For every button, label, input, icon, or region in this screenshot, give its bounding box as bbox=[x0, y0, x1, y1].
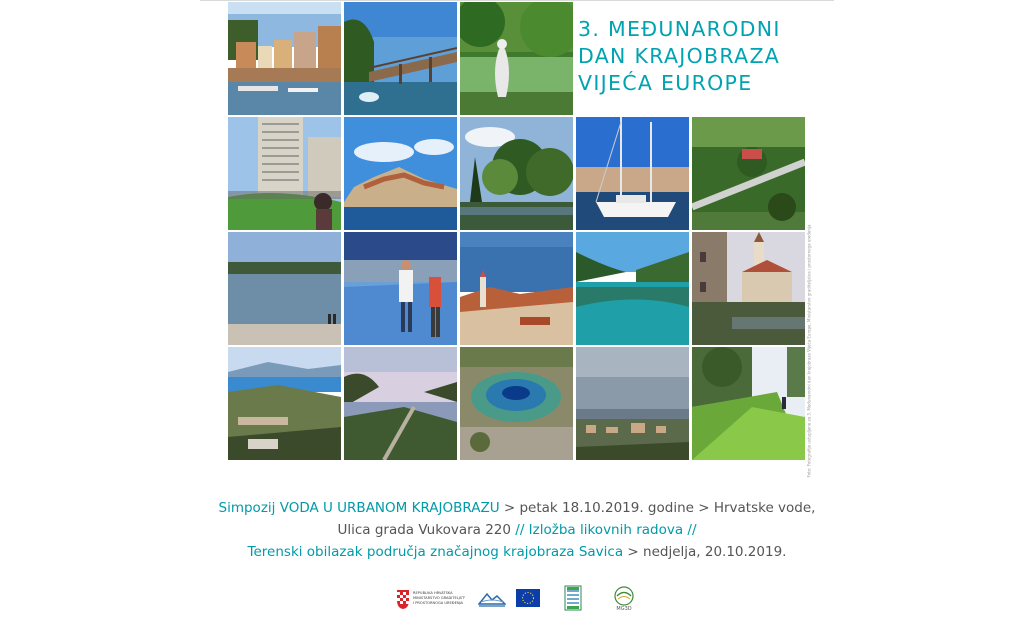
event-info-line-1 bbox=[200, 497, 834, 519]
photo-high-rise-park bbox=[228, 117, 341, 230]
symposium-address: Ulica grada Vukovara 220 bbox=[337, 522, 516, 538]
photo-sailboat-harbour bbox=[576, 117, 689, 230]
field-trip-date: > nedjelja, 20.10.2019. bbox=[623, 544, 787, 560]
photo-old-town-on-hill bbox=[344, 117, 457, 230]
sponsor-logos bbox=[390, 585, 650, 615]
photo-riverbank-sunset bbox=[344, 347, 457, 460]
symposium-title: Simpozij VODA U URBANOM KRAJOBRAZU bbox=[218, 500, 500, 516]
round-logo-icon bbox=[611, 586, 637, 612]
event-info-line-2 bbox=[200, 519, 834, 541]
photo-credit-text: Foto: Fotografije ustupljene za 3. Međunarodni dan krajobraza Vijeća Europe, Ministarstvo graditeljstva i prostornoga uređenja bbox=[806, 224, 812, 477]
third-logo bbox=[611, 586, 637, 616]
photo-blue-spring bbox=[460, 347, 573, 460]
photo-road-hills bbox=[692, 117, 805, 230]
eu-flag-icon bbox=[516, 589, 540, 607]
photo-city-panorama bbox=[576, 347, 689, 460]
field-trip-title: Terenski obilazak područja značajnog krajobraza Savica bbox=[247, 544, 624, 560]
ministry-logo bbox=[395, 588, 465, 614]
ministry-line-2: MINISTARSTVO GRADITELJSTVA bbox=[413, 596, 465, 600]
title-line-2: DAN KRAJOBRAZA bbox=[578, 44, 781, 68]
event-info-line-3 bbox=[200, 541, 834, 563]
landscape-logo bbox=[478, 590, 506, 612]
photo-forest-lake bbox=[460, 117, 573, 230]
hrvatske-vode-logo-icon bbox=[564, 585, 582, 611]
exhibition-title: // Izložba likovnih radova // bbox=[515, 522, 697, 538]
title-line-3: VIJEĆA EUROPE bbox=[578, 71, 753, 95]
photo-harbour-town bbox=[228, 2, 341, 115]
photo-river-cliffs bbox=[576, 232, 689, 345]
poster-title bbox=[578, 16, 781, 97]
photo-rooftops-bay bbox=[460, 232, 573, 345]
third-logo-text: MG3D bbox=[616, 606, 632, 612]
photo-statue-garden bbox=[460, 2, 573, 115]
photo-coastal-village bbox=[228, 347, 341, 460]
poster-top-border bbox=[200, 0, 834, 1]
title-line-1: 3. MEĐUNARODNI bbox=[578, 17, 781, 41]
photo-town-church bbox=[692, 232, 805, 345]
council-of-europe-logo bbox=[516, 589, 540, 611]
ministry-line-1: REPUBLIKA HRVATSKA bbox=[413, 591, 453, 595]
landscape-logo-icon bbox=[478, 590, 506, 608]
hrvatske-vode-logo bbox=[564, 585, 582, 615]
photo-credit bbox=[806, 224, 812, 477]
croatian-coat-of-arms-icon bbox=[395, 588, 465, 610]
photo-park-bridge bbox=[344, 2, 457, 115]
ministry-line-3: I PROSTORNOGA UREĐENJA bbox=[413, 601, 463, 605]
symposium-details: > petak 18.10.2019. godine > Hrvatske vode, bbox=[499, 500, 816, 516]
photo-seafront-walk bbox=[344, 232, 457, 345]
photo-lake-city bbox=[228, 232, 341, 345]
photo-green-embankment bbox=[692, 347, 805, 460]
